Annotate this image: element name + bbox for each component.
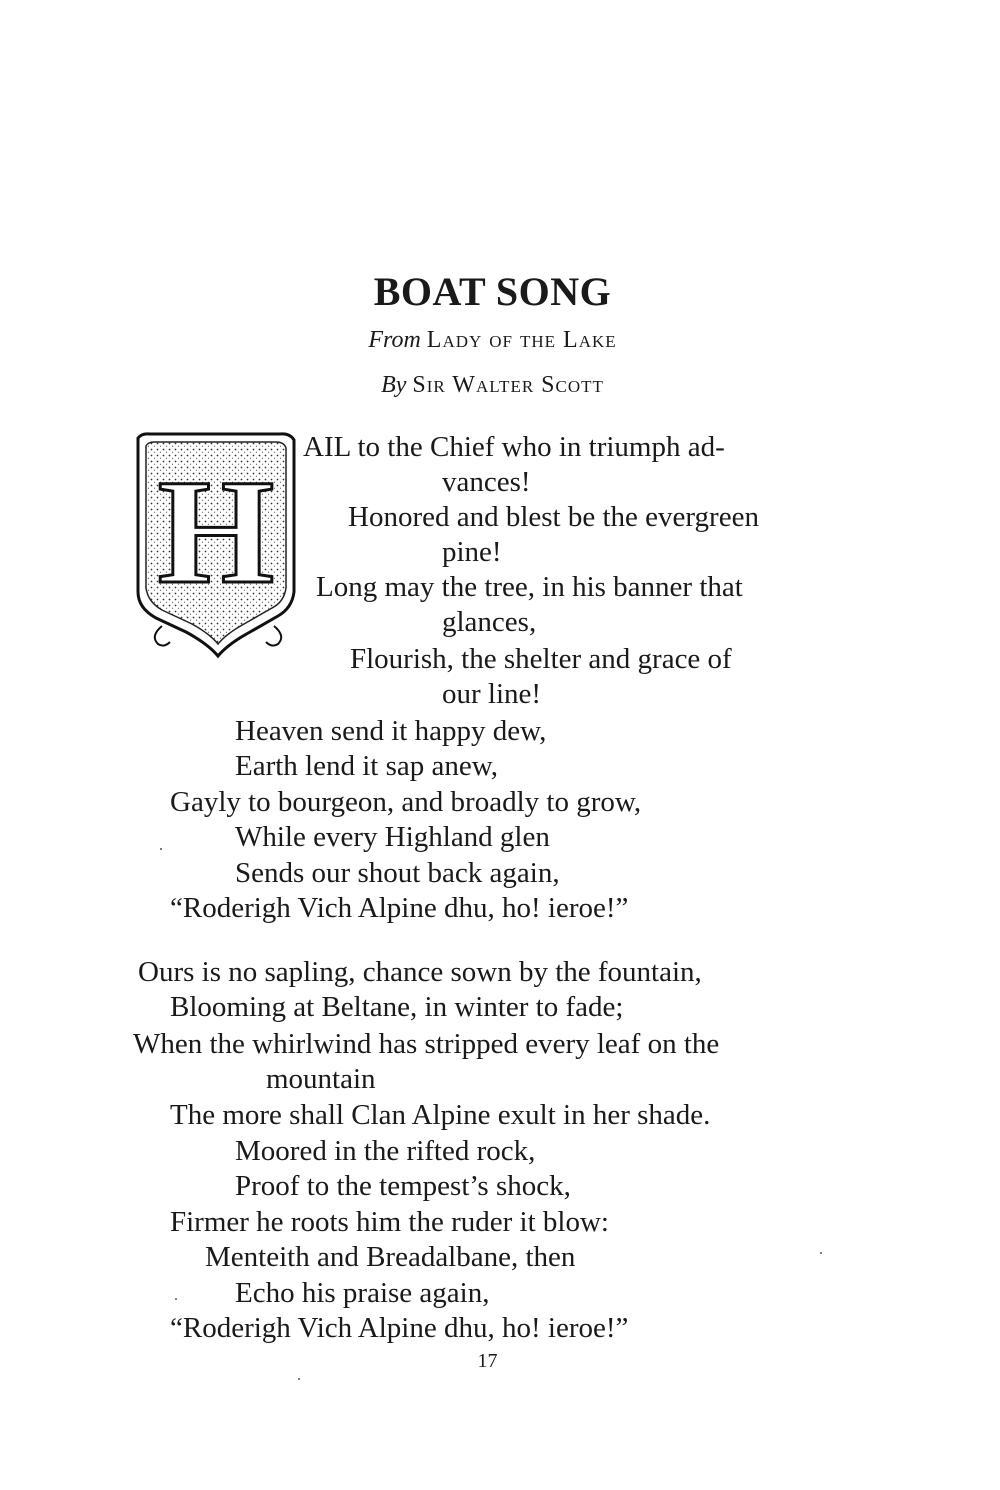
drop-cap-ornament — [132, 430, 298, 662]
byline-prefix: By — [381, 372, 407, 398]
poem-line: glances, — [442, 606, 537, 638]
drop-cap-letter: H — [157, 449, 275, 615]
poem-line: vances! — [442, 466, 531, 498]
poem-line: Flourish, the shelter and grace of — [350, 643, 732, 675]
speck — [298, 1378, 300, 1380]
poem-line: “Roderigh Vich Alpine dhu, ho! ieroe!” — [170, 1312, 629, 1344]
poem-line: “Roderigh Vich Alpine dhu, ho! ieroe!” — [170, 892, 629, 924]
poem-line: The more shall Clan Alpine exult in her shade. — [170, 1099, 711, 1131]
poem-line: Menteith and Breadalbane, then — [205, 1241, 576, 1273]
poem-line: While every Highland glen — [235, 821, 550, 853]
poem-line: Blooming at Beltane, in winter to fade; — [170, 991, 624, 1023]
source-line — [0, 327, 985, 354]
poem-line: Proof to the tempest’s shock, — [235, 1170, 571, 1202]
byline-author: Sir Walter Scott — [412, 372, 604, 398]
speck — [820, 1252, 822, 1254]
poem-line: pine! — [442, 536, 502, 568]
poem-line: Firmer he roots him the ruder it blow: — [170, 1206, 609, 1238]
poem-line: Long may the tree, in his banner that — [316, 571, 743, 603]
source-prefix: From — [368, 327, 421, 353]
poem-line: Gayly to bourgeon, and broadly to grow, — [170, 786, 642, 818]
speck — [160, 848, 162, 850]
poem-line: Heaven send it happy dew, — [235, 715, 547, 747]
poem-line: Honored and blest be the evergreen — [348, 501, 759, 533]
poem-line: our line! — [442, 678, 542, 710]
page-number: 17 — [477, 1350, 498, 1372]
poem-title: BOAT SONG — [373, 269, 612, 314]
poem-line: AIL to the Chief who in triumph ad- — [303, 431, 725, 463]
poem-line: Sends our shout back again, — [235, 857, 560, 889]
speck — [175, 1298, 177, 1300]
poem-line: Echo his praise again, — [235, 1277, 490, 1309]
byline — [0, 372, 985, 399]
poem-line: mountain — [266, 1063, 376, 1095]
source-work: Lady of the Lake — [426, 327, 617, 353]
poem-line: Moored in the rifted rock, — [235, 1135, 536, 1167]
poem-line: When the whirlwind has stripped every leaf on the — [133, 1028, 720, 1060]
poem-line: Ours is no sapling, chance sown by the fountain, — [138, 956, 702, 988]
poem-line: Earth lend it sap anew, — [235, 750, 499, 782]
